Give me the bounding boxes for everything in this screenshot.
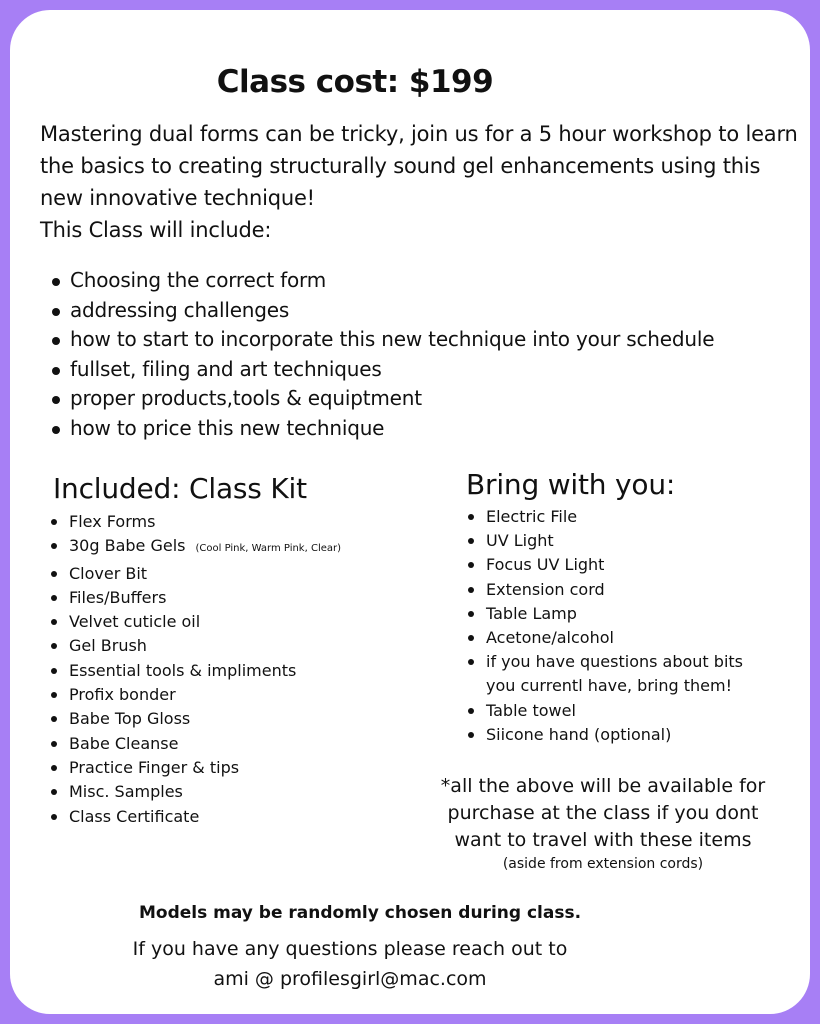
gels-colors-note: (Cool Pink, Warm Pink, Clear)	[195, 543, 342, 555]
class-kit-list	[50, 510, 410, 829]
contact-email: ami @ profilesgirl@mac.com	[213, 968, 487, 990]
contact-line: If you have any questions please reach out to	[132, 938, 568, 960]
class-kit-heading: Included: Class Kit	[53, 472, 307, 505]
list-item: Babe Top Gloss	[50, 707, 410, 731]
availability-exception: (aside from extension cords)	[502, 856, 704, 872]
list-item: Velvet cuticle oil	[50, 610, 410, 634]
list-item: Flex Forms	[50, 510, 410, 534]
list-item: Practice Finger & tips	[50, 756, 410, 780]
list-item: Gel Brush	[50, 634, 410, 658]
contact-info	[10, 934, 690, 994]
list-item: Electric File	[467, 505, 767, 529]
list-item: fullset, filing and art techniques	[50, 355, 790, 385]
bring-with-you-list	[467, 505, 767, 747]
list-item: Table Lamp	[467, 602, 767, 626]
list-item: proper products,tools & equiptment	[50, 384, 790, 414]
list-item: Acetone/alcohol	[467, 626, 767, 650]
list-item	[50, 534, 410, 561]
list-item: Profix bonder	[50, 683, 410, 707]
list-item: Focus UV Light	[467, 553, 767, 577]
list-item: Choosing the correct form	[50, 266, 790, 296]
includes-label: This Class will include:	[40, 218, 272, 242]
flyer-card	[10, 10, 810, 1014]
list-item: Table towel	[467, 699, 767, 723]
list-item: Clover Bit	[50, 562, 410, 586]
intro-paragraph: Mastering dual forms can be tricky, join us for a 5 hour workshop to learn the basics to creating structurally sound gel enhancements using this new innovative technique!	[40, 122, 798, 210]
kit-item-label: 30g Babe Gels	[69, 536, 186, 556]
availability-note: *all the above will be available for purchase at the class if you dont want to travel with these items	[440, 775, 766, 851]
models-note: Models may be randomly chosen during class.	[138, 903, 582, 923]
intro-text	[40, 118, 800, 246]
class-cost-title: Class cost: $199	[216, 64, 494, 100]
list-item: Essential tools & impliments	[50, 659, 410, 683]
list-item: Class Certificate	[50, 805, 410, 829]
list-item: if you have questions about bits you currentl have, bring them!	[467, 650, 767, 698]
bring-with-you-heading: Bring with you:	[466, 468, 676, 501]
list-item: Babe Cleanse	[50, 732, 410, 756]
list-item: UV Light	[467, 529, 767, 553]
list-item: how to price this new technique	[50, 414, 790, 444]
list-item: addressing challenges	[50, 296, 790, 326]
list-item: how to start to incorporate this new technique into your schedule	[50, 325, 790, 355]
list-item: Extension cord	[467, 578, 767, 602]
class-topics-list	[50, 266, 790, 444]
list-item: Files/Buffers	[50, 586, 410, 610]
list-item: Siicone hand (optional)	[467, 723, 767, 747]
list-item: Misc. Samples	[50, 780, 410, 804]
